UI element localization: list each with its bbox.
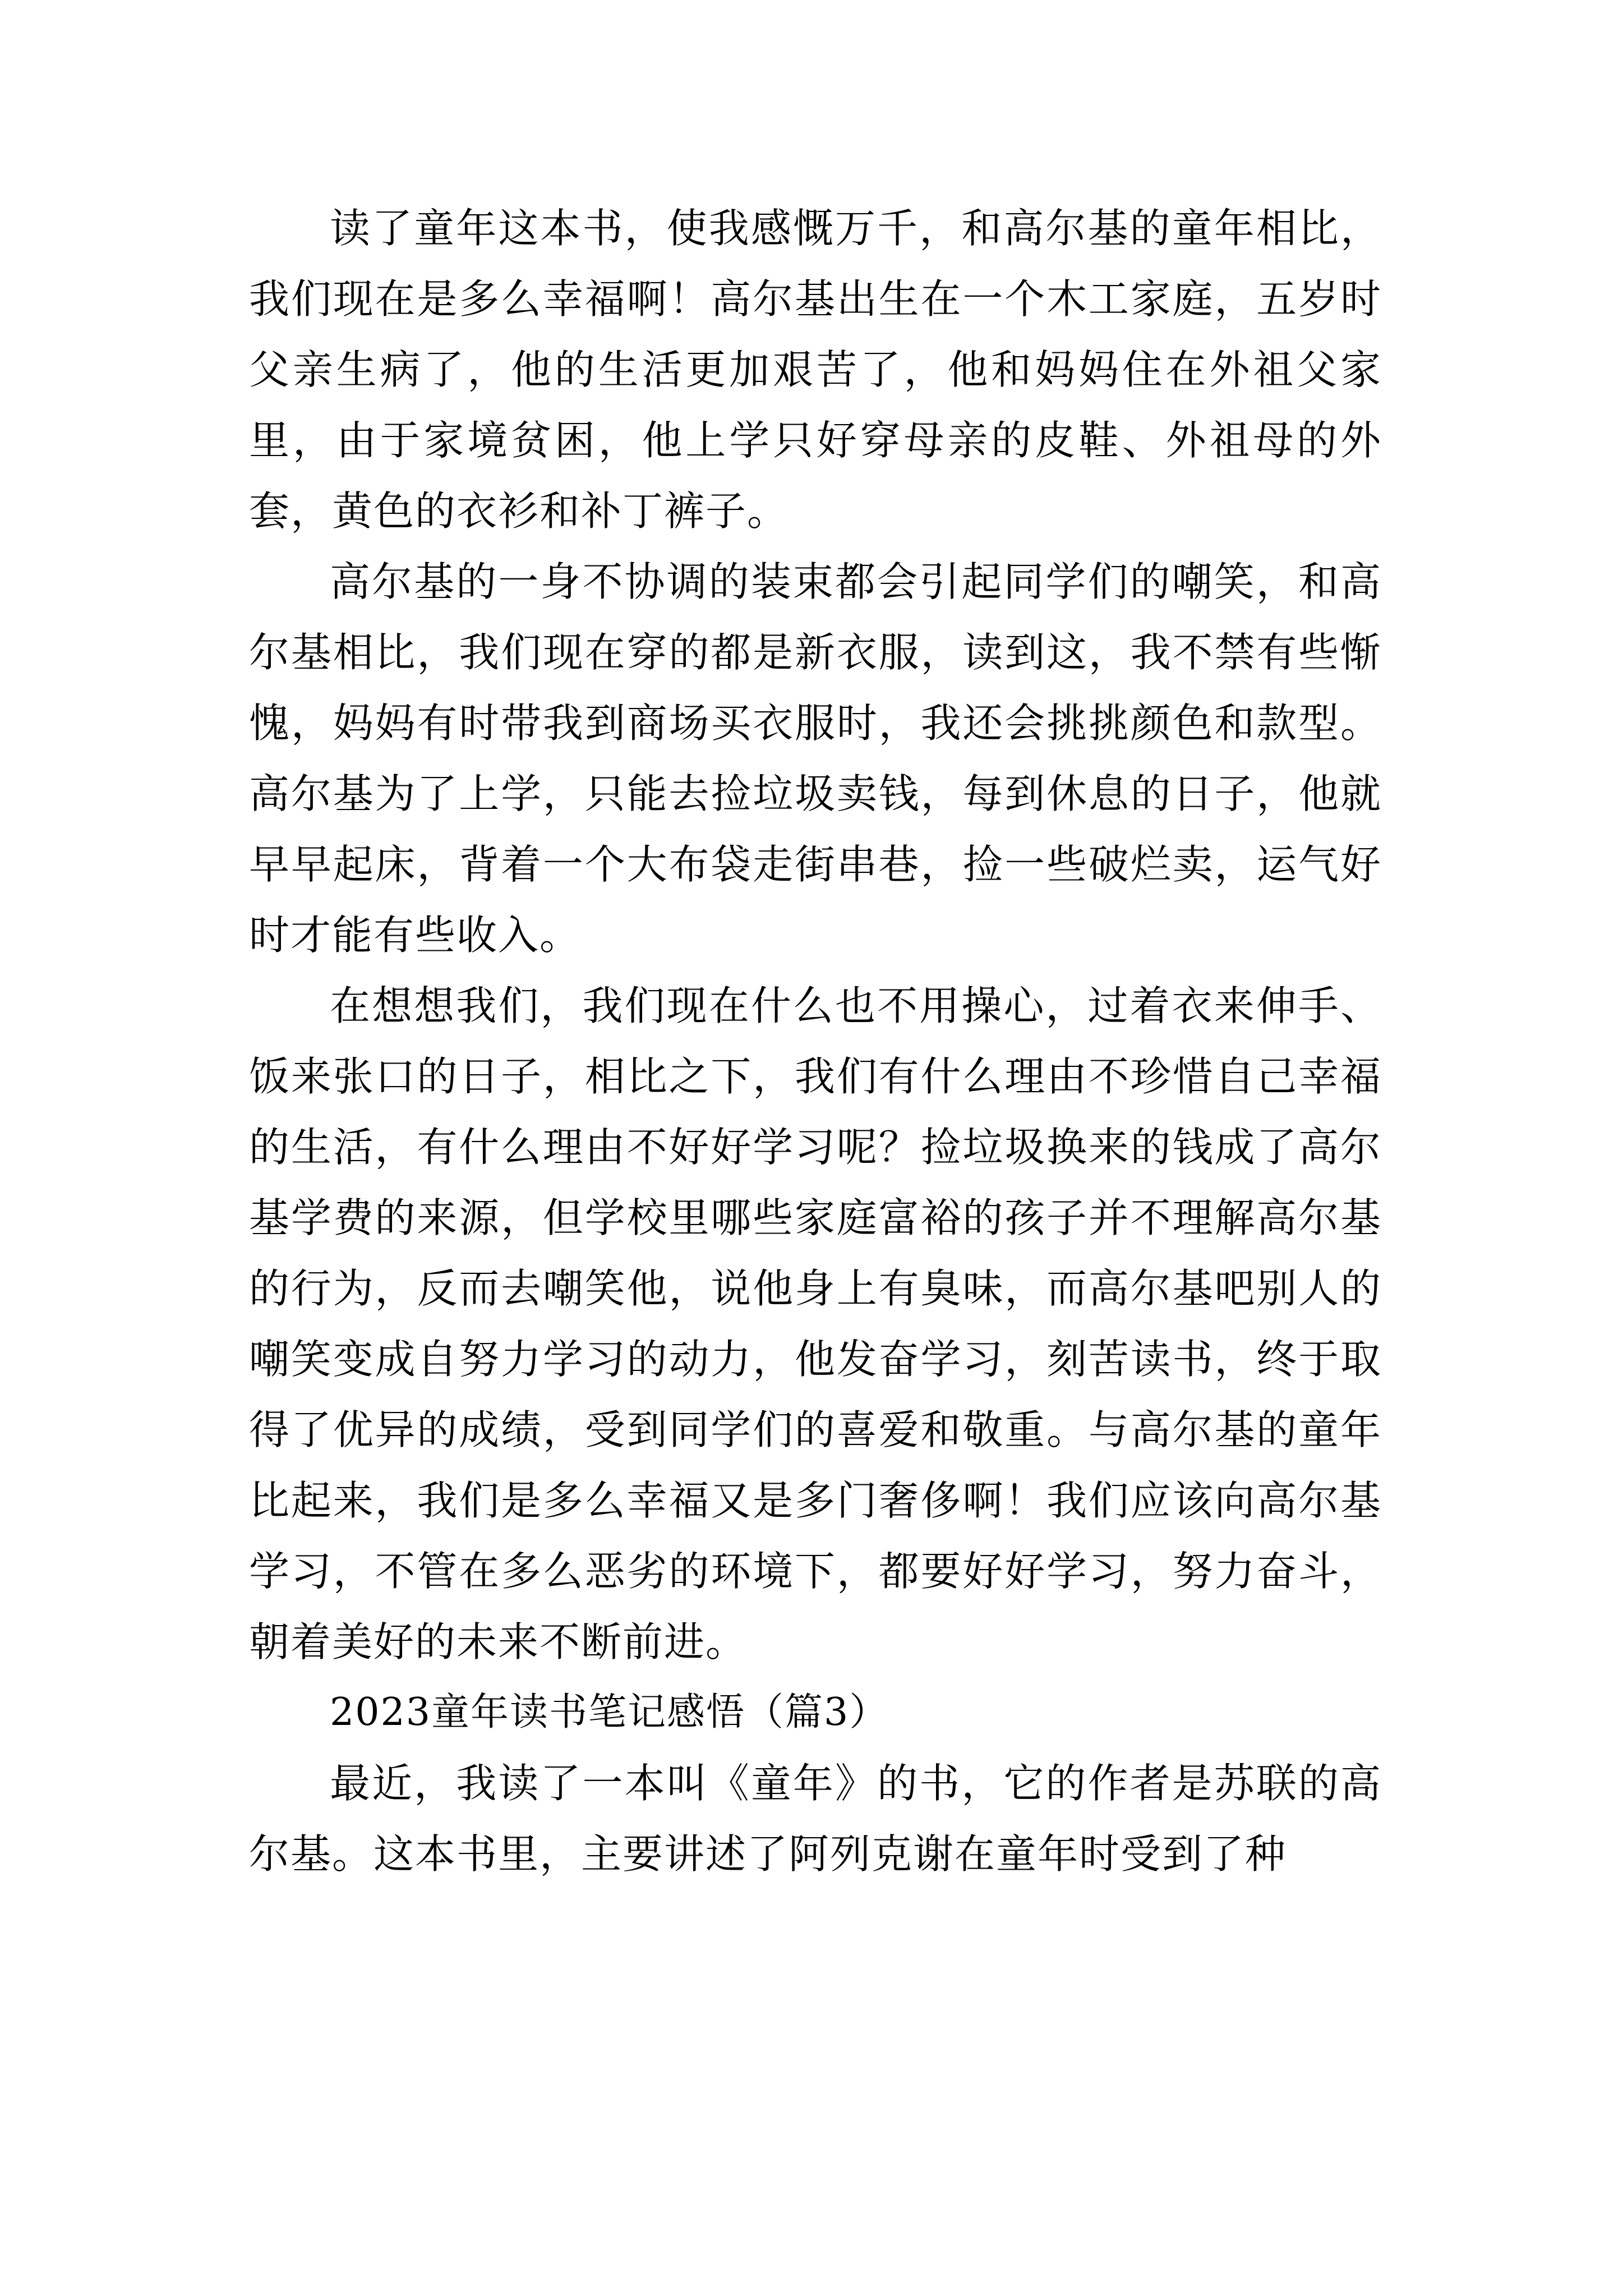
section-heading: 2023童年读书笔记感悟（篇3） — [330, 1690, 889, 1734]
document-body — [249, 193, 1382, 1889]
paragraph-4: 最近，我读了一本叫《童年》的书，它的作者是苏联的高尔基。这本书里，主要讲述了阿列克谢在童年时受到了种 — [249, 1760, 1382, 1878]
paragraph-3: 在想想我们，我们现在什么也不用操心，过着衣来伸手、饭来张口的日子，相比之下，我们有什么理由不珍惜自己幸福的生活，有什么理由不好好学习呢？捡垃圾换来的钱成了高尔基学费的来源，但学校里哪些家庭富裕的孩子并不理解高尔基的行为，反而去嘲笑他，说他身上有臭味，而高尔基吧别人的嘲笑变成自努力学习的动力，他发奋学习，刻苦读书，终于取得了优异的成绩，受到同学们的喜爱和敬重。与高尔基的童年比起来，我们是多么幸福又是多门奢侈啊！我们应该向高尔基学习，不管在多么恶劣的环境下，都要好好学习，努力奋斗，朝着美好的未来不断前进。 — [249, 982, 1382, 1665]
paragraph-1: 读了童年这本书，使我感慨万千，和高尔基的童年相比，我们现在是多么幸福啊！高尔基出生在一个木工家庭，五岁时父亲生病了，他的生活更加艰苦了，他和妈妈住在外祖父家里，由于家境贫困，他上学只好穿母亲的皮鞋、外祖母的外套，黄色的衣衫和补丁裤子。 — [249, 205, 1382, 535]
paragraph-2: 高尔基的一身不协调的装束都会引起同学们的嘲笑，和高尔基相比，我们现在穿的都是新衣服，读到这，我不禁有些惭愧，妈妈有时带我到商场买衣服时，我还会挑挑颜色和款型。高尔基为了上学，只能去捡垃圾卖钱，每到休息的日子，他就早早起床，背着一个大布袋走街串巷，捡一些破烂卖，运气好时才能有些收入。 — [249, 558, 1382, 959]
